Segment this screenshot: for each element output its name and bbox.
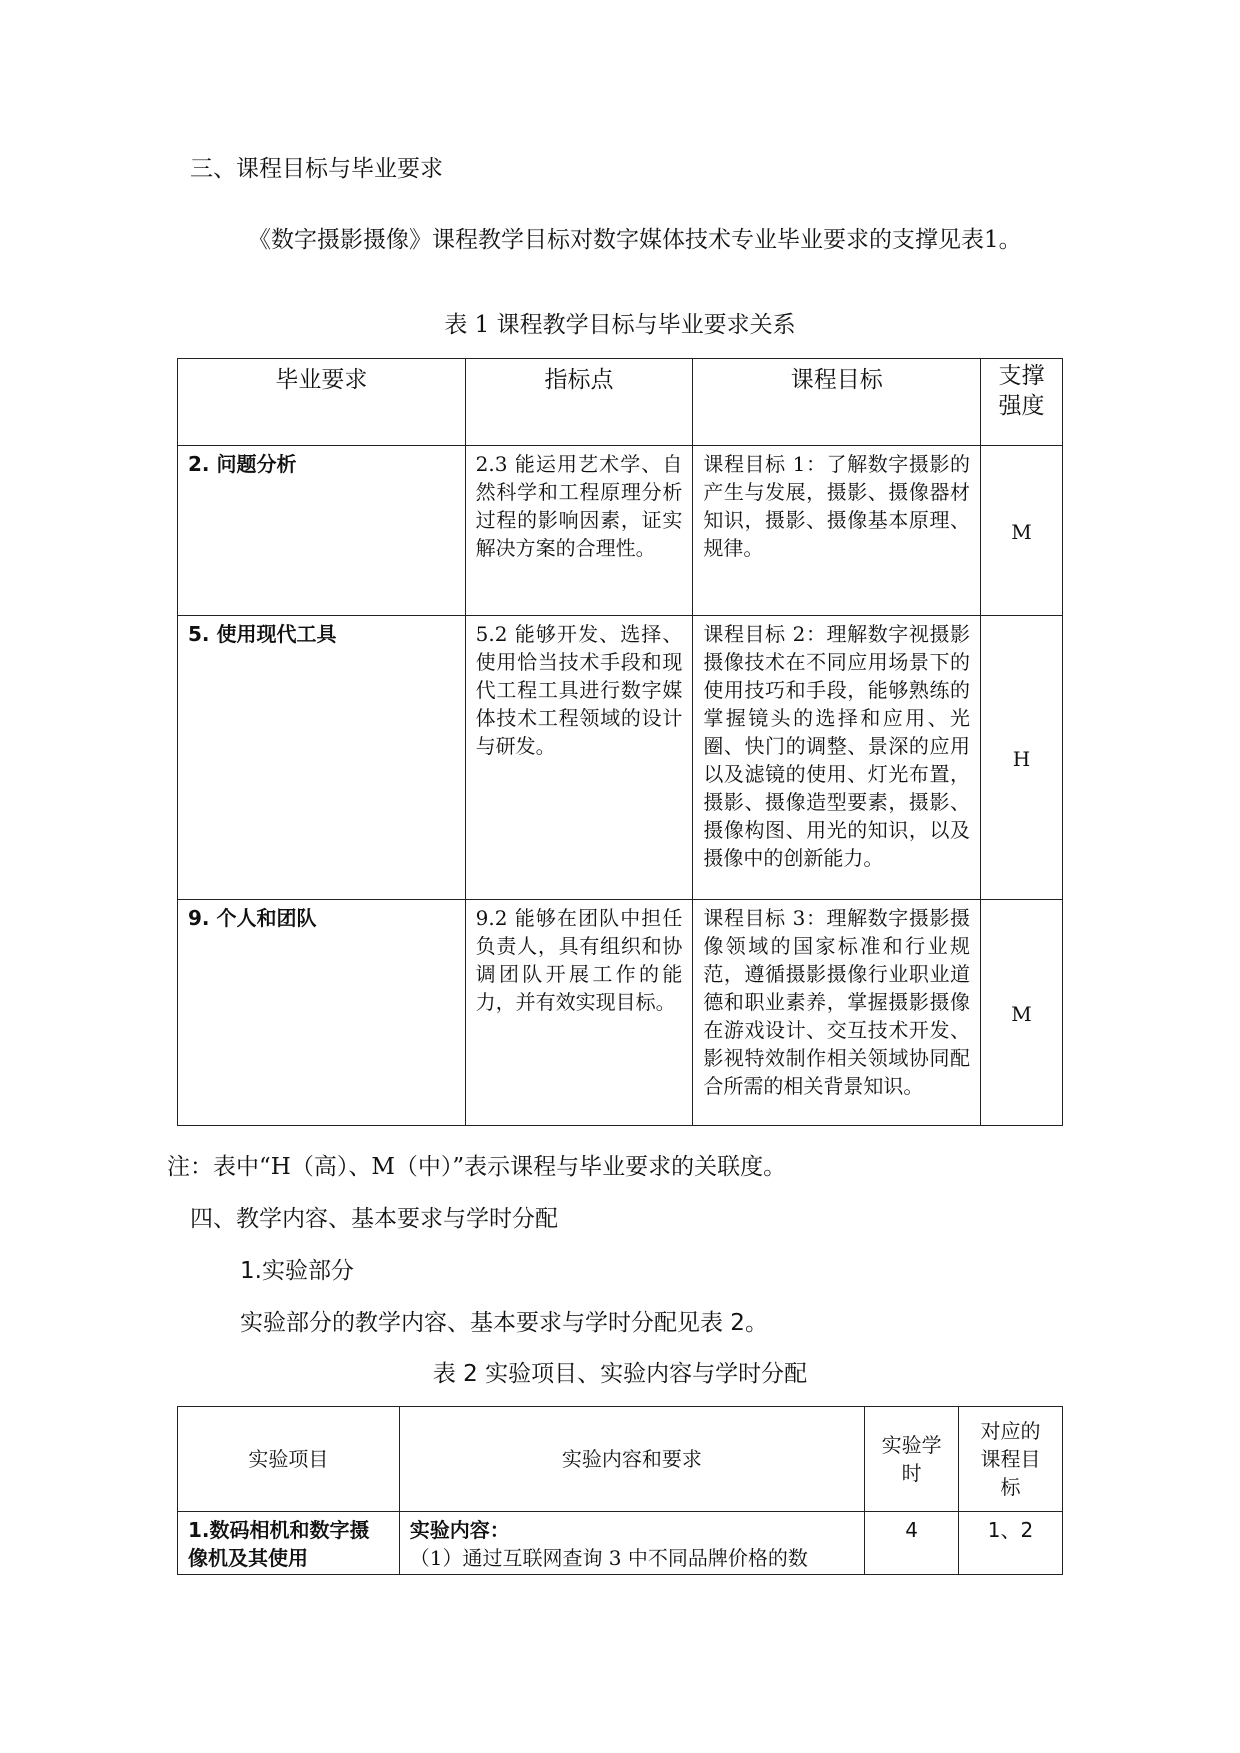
table1-caption: 表 1 课程教学目标与毕业要求关系 (444, 312, 796, 338)
header-hours: 实验学时 (865, 1407, 959, 1512)
table-row (178, 1512, 1063, 1575)
objectives-cell: 1、2 (959, 1512, 1063, 1575)
objectives-requirements-table (177, 358, 1063, 1126)
table-row (178, 616, 1063, 900)
strength-cell: H (981, 616, 1063, 900)
content-label: 实验内容： (409, 1518, 510, 1542)
content-item: （1）通过互联网查询 3 中不同品牌价格的数 (409, 1546, 808, 1570)
header-objective: 课程目标 (693, 359, 981, 446)
header-content: 实验内容和要求 (399, 1407, 864, 1512)
requirement-cell: 2. 问题分析 (178, 446, 466, 616)
table-row (178, 446, 1063, 616)
hours-cell: 4 (865, 1512, 959, 1575)
table-header-row (178, 1407, 1063, 1512)
table-note: 注：表中“H（高）、M（中）”表示课程与毕业要求的关联度。 (167, 1154, 787, 1180)
experiment-table (177, 1406, 1063, 1575)
section-heading-3: 三、课程目标与毕业要求 (190, 156, 443, 182)
objective-cell: 课程目标 1：了解数字摄影的产生与发展，摄影、摄像器材知识，摄影、摄像基本原理、规律。 (693, 446, 981, 616)
content-cell (399, 1512, 864, 1575)
objective-cell: 课程目标 3：理解数字摄影摄像领域的国家标准和行业规范，遵循摄影摄像行业职业道德和职业素养，掌握摄影摄像在游戏设计、交互技术开发、影视特效制作相关领域协同配合所需的相关背景知识。 (693, 900, 981, 1126)
objective-cell: 课程目标 2：理解数字视摄影摄像技术在不同应用场景下的使用技巧和手段，能够熟练的掌握镜头的选择和应用、光圈、快门的调整、景深的应用以及滤镜的使用、灯光布置，摄影、摄像造型要素，摄影、摄像构图、用光的知识，以及摄像中的创新能力。 (693, 616, 981, 900)
indicator-cell: 2.3 能运用艺术学、自然科学和工程原理分析过程的影响因素，证实解决方案的合理性。 (465, 446, 693, 616)
header-objectives: 对应的课程目标 (959, 1407, 1063, 1512)
requirement-cell: 5. 使用现代工具 (178, 616, 466, 900)
intro-paragraph: 《数字摄影摄像》课程教学目标对数字媒体技术专业毕业要求的支撑见表1。 (248, 227, 1022, 253)
table2-caption: 表 2 实验项目、实验内容与学时分配 (432, 1361, 808, 1387)
sub-heading-experiment: 1.实验部分 (240, 1258, 354, 1284)
table-row (178, 900, 1063, 1126)
strength-cell: M (981, 900, 1063, 1126)
indicator-cell: 9.2 能够在团队中担任负责人，具有组织和协调团队开展工作的能力，并有效实现目标。 (465, 900, 693, 1126)
section-heading-4: 四、教学内容、基本要求与学时分配 (190, 1206, 558, 1232)
header-strength: 支撑强度 (981, 359, 1063, 446)
header-requirement: 毕业要求 (178, 359, 466, 446)
header-project: 实验项目 (178, 1407, 400, 1512)
strength-cell: M (981, 446, 1063, 616)
requirement-cell: 9. 个人和团队 (178, 900, 466, 1126)
indicator-cell: 5.2 能够开发、选择、使用恰当技术手段和现代工程工具进行数字媒体技术工程领域的设计与研发。 (465, 616, 693, 900)
header-indicator: 指标点 (465, 359, 693, 446)
experiment-paragraph: 实验部分的教学内容、基本要求与学时分配见表 2。 (240, 1310, 768, 1336)
project-cell: 1.数码相机和数字摄像机及其使用 (178, 1512, 400, 1575)
table-header-row (178, 359, 1063, 446)
